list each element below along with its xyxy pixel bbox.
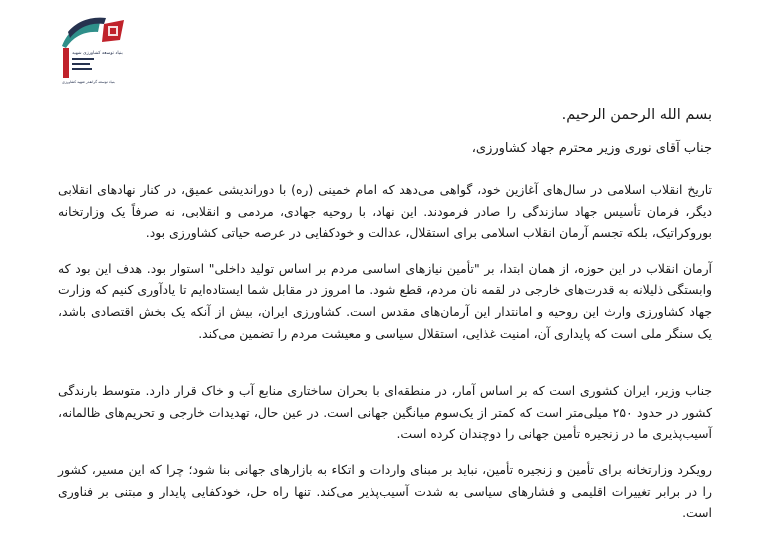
paragraph-1: تاریخ انقلاب اسلامی در سال‌های آغازین خود، گواهی می‌دهد که امام خمینی (ره) با دوراندیشی عمیق، در کنار نهادهای انقلابی دیگر، فرمان تأسیس جهاد سازندگی را صادر فرمودند. این نهاد، با روحیه جهادی، مردمی و انقلابی، نه صرفاً یک وزارتخانه بوروکراتیک، بلکه تجسم آرمان انقلاب اسلامی برای استقلال، عدالت و خودکفایی در عرصه حیاتی کشاورزی بود.: [58, 182, 712, 241]
paragraph-3: جناب وزیر، ایران کشوری است که بر اساس آمار، در منطقه‌ای با بحران ساختاری منابع آب و خاک قرار دارد. متوسط بارندگی کشور در حدود ۲۵۰ میلی‌متر است که کمتر از یک‌سوم میانگین جهانی است. در عین حال، تهدیدات خارجی و تحریم‌های ظالمانه، آسیب‌پذیری ما در زنجیره تأمین جهانی را دوچندان کرده است.: [58, 383, 712, 442]
salutation: جناب آقای نوری وزیر محترم جهاد کشاورزی،: [471, 141, 712, 156]
logo-tagline: بنیاد توسعه گرانقدر شهید کشاورزی: [62, 80, 115, 84]
paragraph-4: رویکرد وزارتخانه برای تأمین و زنجیره تأمین، نباید بر مبنای واردات و اتکاء به بازارهای جهانی بنا شود؛ چرا که این مسیر، کشور را در برابر تغییرات اقلیمی و فشارهای سیاسی به شدت آسیب‌پذیر می‌کند. تنها راه حل، خودکفایی پایدار و مبتنی بر فناوری است.: [58, 461, 712, 521]
paragraph-2: آرمان انقلاب در این حوزه، از همان ابتدا، بر "تأمین نیازهای اساسی مردم بر اساس تولید داخلی" استوار بود. هدف این بود که وابستگی ذلیلانه به قدرت‌های خارجی در لقمه نان مردم، قطع شود. ما امروز در مقابل شما ایستاده‌ایم تا یادآوری کنیم که وزارت جهاد کشاورزی وارث این روحیه و امانتدار این آرمان‌های مقدس است. کشاورزی ایران، بیش از آنکه یک بخش اقتصادی باشد، یک سنگر ملی است که پایداری آن، امنیت غذایی، استقلال سیاسی و معیشت مردم را تضمین می‌کند.: [58, 260, 712, 341]
organization-logo: [60, 12, 138, 86]
letter-body: [58, 104, 712, 538]
bismillah-heading: بسم الله الرحمن الرحیم.: [561, 107, 712, 123]
logo-org-name: بنیاد توسعه کشاورزی شهید: [72, 51, 123, 56]
